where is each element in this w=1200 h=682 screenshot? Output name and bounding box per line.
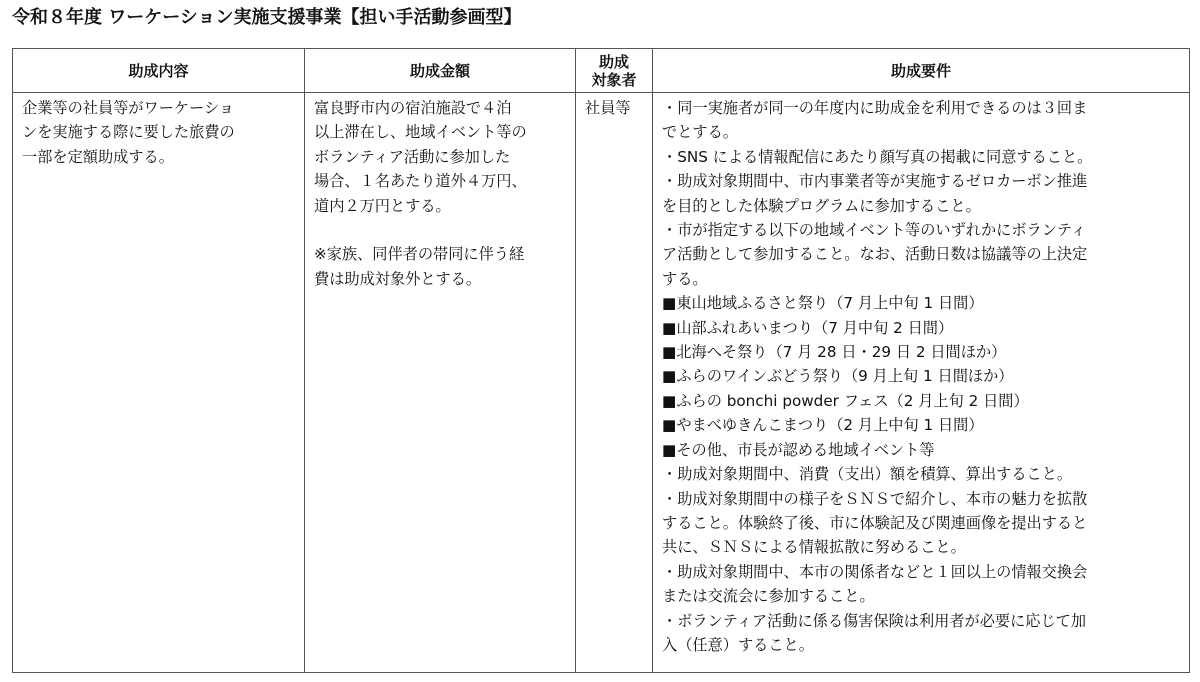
header-amount: 助成金額 [305,49,576,93]
event-list-item: ■ふらのワインぶどう祭り（9 月上旬 1 日間ほか） [662,367,1014,386]
amount-note-line: ※家族、同伴者の帯同に伴う経 [314,245,525,264]
event-list-item: ■やまべゆきんこまつり（2 月上中旬 1 日間） [662,416,984,435]
amount-line: 富良野市内の宿泊施設で４泊 [314,99,512,117]
event-list-item: ■東山地域ふるさと祭り（7 月上中旬 1 日間） [662,294,984,313]
requirement-line: でとする。 [662,123,738,142]
requirement-line: ア活動として参加すること。なお、活動日数は協議等の上決定 [662,245,1088,264]
cell-amount [305,93,576,673]
amount-line: ボランティア活動に参加した [314,147,511,166]
requirement-line: ・助成対象期間中の様子をＳＮＳで紹介し、本市の魅力を拡散 [662,489,1088,508]
requirement-line: する。 [662,269,708,288]
requirement-line: 共に、ＳＮＳによる情報拡散に努めること。 [662,538,966,557]
table-row [13,93,1190,673]
header-target-line2: 対象者 [591,70,637,89]
page-title: 令和８年度 ワーケーション実施支援事業【担い手活動参画型】 [12,7,522,28]
requirement-line: ・同一実施者が同一の年度内に助成金を利用できるのは３回ま [662,99,1088,117]
spacer [314,218,567,242]
requirement-line: を目的とした体験プログラムに参加すること。 [662,196,981,215]
requirement-line: ・ボランティア活動に係る傷害保険は利用者が必要に応じて加 [662,611,1087,630]
requirement-line: ・SNS による情報配信にあたり顔写真の掲載に同意すること。 [662,147,1093,166]
requirement-line: ・市が指定する以下の地域イベント等のいずれかにボランティ [662,221,1087,240]
requirement-line: ・助成対象期間中、市内事業者等が実施するゼロカーボン推進 [662,172,1088,191]
requirement-line: または交流会に参加すること。 [662,587,875,606]
header-requirements: 助成要件 [653,49,1190,93]
requirement-line: ・助成対象期間中、本市の関係者などと１回以上の情報交換会 [662,562,1088,581]
event-list-item: ■山部ふれあいまつり（7 月中旬 2 日間） [662,318,954,337]
content-line: ンを実施する際に要した旅費の [22,123,235,142]
event-list-item: ■北海へそ祭り（7 月 28 日・29 日 2 日間ほか） [662,343,1007,362]
event-list-item: ■ふらの bonchi powder フェス（2 月上旬 2 日間） [662,391,1029,410]
requirement-line: すること。体験終了後、市に体験記及び関連画像を提出すると [662,513,1088,532]
amount-note-line: 費は助成対象外とする。 [314,269,482,288]
requirement-line: 入（任意）すること。 [662,635,814,654]
content-line: 企業等の社員等がワーケーショ [22,99,235,117]
requirement-line: ・助成対象期間中、消費（支出）額を積算、算出すること。 [662,465,1073,484]
amount-line: 以上滞在し、地域イベント等の [314,123,527,142]
header-target-line1: 助成 [598,52,629,71]
header-target [576,49,653,93]
event-list-item: ■その他、市長が認める地域イベント等 [662,440,935,459]
content-line: 一部を定額助成する。 [22,147,174,166]
table-header-row [13,49,1190,93]
cell-content [13,93,305,673]
grant-table [12,48,1190,673]
header-content: 助成内容 [13,49,305,93]
amount-line: 場合、１名あたり道外４万円、 [314,172,527,191]
cell-target: 社員等 [576,93,653,673]
cell-requirements [653,93,1190,673]
amount-line: 道内２万円とする。 [314,196,451,215]
